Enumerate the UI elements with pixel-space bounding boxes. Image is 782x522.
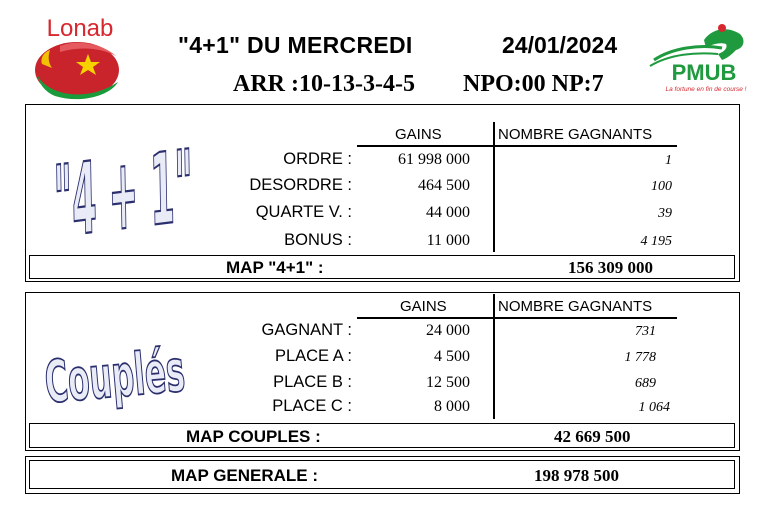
badge-4plus1 — [38, 118, 208, 253]
row-gain-quarte: 44 000 — [426, 204, 470, 221]
row-gagnants-quarte: 39 — [658, 206, 672, 221]
row-gain-place-b: 12 500 — [426, 374, 470, 391]
map-general-value: 198 978 500 — [534, 466, 619, 485]
header-rule-couples — [357, 317, 677, 319]
row-gagnants-gagnant: 731 — [635, 324, 656, 339]
row-gain-gagnant: 24 000 — [426, 322, 470, 339]
map-4plus1-value: 156 309 000 — [568, 258, 653, 277]
row-gagnants-place-c: 1 064 — [638, 400, 670, 415]
row-gagnants-desordre: 100 — [651, 179, 672, 194]
row-gain-place-a: 4 500 — [434, 348, 470, 365]
row-label-ordre: ORDRE : — [283, 150, 352, 168]
row-gagnants-place-a: 1 778 — [624, 350, 656, 365]
pmub-logo-text: PMUB — [671, 60, 737, 85]
badge-4plus1-text: "4 + — [52, 118, 208, 248]
row-gagnants-ordre: 1 — [665, 153, 672, 168]
row-label-gagnant: GAGNANT : — [261, 321, 352, 339]
badge-couples — [40, 318, 200, 423]
section-general — [25, 456, 740, 494]
arrivee-line: ARR :10-13-3-4-5 — [233, 71, 415, 97]
page-title: "4+1" DU MERCREDI — [178, 32, 413, 58]
col-divider-4plus1 — [493, 122, 495, 252]
map-couples-label: MAP COUPLES : — [186, 427, 321, 446]
row-gain-place-c: 8 000 — [434, 398, 470, 415]
col-gagnants-4plus1: NOMBRE GAGNANTS — [498, 126, 653, 143]
map-4plus1-label: MAP "4+1" : — [226, 258, 324, 277]
row-label-desordre: DESORDRE : — [249, 176, 352, 194]
pmub-logo — [648, 18, 758, 98]
row-label-place-b: PLACE B : — [273, 373, 352, 391]
draw-date: 24/01/2024 — [502, 32, 618, 58]
npo-np-line: NPO:00 NP:7 — [463, 71, 604, 97]
badge-couples-text: Couplés — [42, 326, 200, 417]
map-general-label: MAP GENERALE : — [171, 466, 319, 485]
map-general-row — [29, 460, 735, 489]
lonab-logo — [30, 12, 130, 102]
col-gagnants-couples: NOMBRE GAGNANTS — [498, 298, 653, 315]
row-gain-ordre: 61 998 000 — [398, 151, 470, 168]
col-divider-couples — [493, 294, 495, 419]
lonab-logo-text: Lonab — [46, 15, 114, 42]
row-label-place-a: PLACE A : — [274, 347, 352, 365]
col-gains-couples: GAINS — [400, 298, 447, 315]
row-gain-bonus: 11 000 — [426, 232, 470, 249]
header-rule-4plus1 — [357, 145, 677, 147]
pmub-tagline: La fortune en fin de course ! — [665, 86, 747, 93]
row-label-place-c: PLACE C : — [272, 397, 352, 415]
row-gain-desordre: 464 500 — [418, 177, 470, 194]
map-couples-value: 42 669 500 — [554, 427, 631, 446]
row-gagnants-place-b: 689 — [635, 376, 656, 391]
row-label-quarte: QUARTE V. : — [255, 203, 352, 221]
row-gagnants-bonus: 4 195 — [640, 234, 672, 249]
col-gains-4plus1: GAINS — [395, 126, 442, 143]
row-label-bonus: BONUS : — [284, 231, 352, 249]
